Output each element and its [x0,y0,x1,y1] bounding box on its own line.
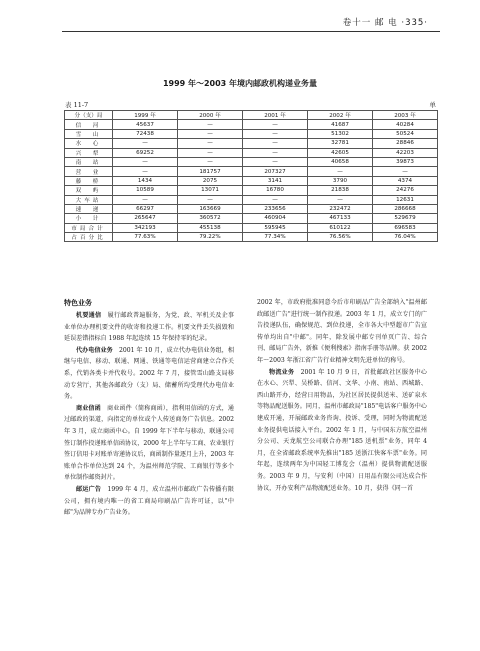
paragraph-keyword: 机要通信 [76,312,102,319]
body-paragraph [64,484,234,519]
value-cell: — [243,120,308,129]
table-row [65,157,438,166]
value-cell: — [113,167,178,176]
paragraph-text: 履行邮政普遍服务，为党、政、军机关及企事业单位办理机要文件的收寄和投递工作。机要文件丢失损毁和延误差错指标自 1988 年起连续 15 年保持零的纪录。 [64,312,235,343]
table-row [65,176,438,185]
right-paragraphs [257,297,427,494]
column-header: 2001 年 [243,111,308,120]
value-cell: — [243,148,308,157]
value-cell: 51302 [308,129,373,138]
value-cell: — [178,129,243,138]
paragraph-text: 2002 年，市政府批准同意今后市印刷品广告全部纳入"温州邮政邮送广告"进行统一制作投递。2003 年 1 月，成立专门的广告投递队伍，确保规范、到位投递，全市各大中型超市广告宣传单均出自"中邮"。同年，除发展中邮专刊单页广告、综合刊、邮局广告外，新推《便利搜索》指南手册等品牌。获 2002 年～2003 年浙江省广告行业精神文明先进单位的称号。 [257,299,427,364]
column-header: 2002 年 [308,111,373,120]
value-cell: 342193 [113,223,178,232]
body-paragraph [257,367,427,495]
value-cell: 1434 [113,176,178,185]
row-label-cell: 速 递 [65,204,113,213]
row-label-cell: 营 业 [65,167,113,176]
table-row [65,223,438,232]
value-cell: — [243,157,308,166]
row-label-cell: 双 屿 [65,186,113,195]
paragraph-text: 2001 年 10 月 9 日，首批邮政社区服务中心在水心、兴犁、吴桥路、信河、文华、小南、南站、西城路、西山路开办，经营日用物品，为社区居民提供送米、送矿泉水等物品配送服务。同月，温州市邮政局"185"电话客户服务中心建成开通，开展邮政业务咨询、投诉、受理，同时为物流配送业务提供电话接入平台。2002 年 1 月，与中国东方航空温州分公司、天龙航空公司联合办理"185 送机票"业务，同年 4 月，在全省邮政系统率先推出"185 送浙江快客车票"业务。同年起，连续两年为中国轻工博览会（温州）提供物流配送服务。2003 年 9 月，与安利（中国）日用品有限公司达成合作协议，开办安利产品物流配送业务。10 月，获得《同一首 [257,368,427,492]
value-cell: — [113,139,178,148]
table-unit: 单 [429,101,436,109]
value-cell: — [243,129,308,138]
value-cell: 460904 [243,214,308,223]
value-cell: 12631 [373,195,438,204]
value-cell: 163669 [178,204,243,213]
row-label-cell: 水 心 [65,139,113,148]
value-cell: 10589 [113,186,178,195]
value-cell: 40284 [373,120,438,129]
value-cell: 3141 [243,176,308,185]
value-cell: 207327 [243,167,308,176]
body-paragraph [64,403,234,484]
table-row [65,195,438,204]
row-label-cell: 雪 山 [65,129,113,138]
table-row [65,204,438,213]
value-cell: 455138 [178,223,243,232]
value-cell: — [308,195,373,204]
value-cell: 595945 [243,223,308,232]
value-cell: 467133 [308,214,373,223]
paragraph-keyword: 代办电信业务 [76,346,113,354]
row-label-cell: 小 计 [65,214,113,223]
value-cell: 696583 [373,223,438,232]
row-label-cell: 藤 桥 [65,176,113,185]
table-title: 1999 年～2003 年境内邮政机构递业务量 [162,79,318,88]
value-cell: 265647 [113,214,178,223]
table-header-row [65,111,438,120]
paragraph-text: 2001 年 10 月，成立代办电信业务组，相继与电信、移动、联通、网通、铁通等电信运营商建立合作关系，代销各类卡并代收号。2002 年 7 月，接管雪山路支局移动专营厅，其他各邮政分（支）局、储蓄所均受理代办电信业务。 [64,346,235,401]
table-row [65,186,438,195]
value-cell: 28846 [373,139,438,148]
table-row [65,139,438,148]
value-cell: — [178,195,243,204]
section-heading: 特色业务 [64,299,92,307]
value-cell: 40658 [308,157,373,166]
value-cell: 41687 [308,120,373,129]
table-row [65,129,438,138]
column-header: 2000 年 [178,111,243,120]
value-cell: — [178,148,243,157]
paragraph-text: 1999 年 4 月，成立温州市邮政广告传播有限公司，拥有境内唯一的省工商局印刷品广告许可证，以"中邮"为品牌专办广告业务。 [64,485,235,517]
value-cell: 32781 [308,139,373,148]
paragraph-text: 商业函件（简称商函），指利用信函的方式，通过邮政的渠道，向指定的单位或个人传送商务广告信息。2002 年 3 月，成立商函中心。自 1999 年下半年与移动、联通公司签订制作投递账单信函协议，2000 年上半年与工商、农业银行签订信用卡对账单寄递协议后，商函制作量逐月上升，2003 年账单合作单位达到 24 个，为温州师范学院、工商银行等多个单位制作邮资封片。 [64,404,235,482]
row-label-cell: 市局合计 [65,223,113,232]
column-header: 分（支）局 [65,111,113,120]
table-label: 表 11-7 [65,101,89,109]
value-cell: 21838 [308,186,373,195]
value-cell: 4374 [373,176,438,185]
paragraph-keyword: 邮运广告 [76,485,102,493]
value-cell: 24276 [373,186,438,195]
table-row [65,167,438,176]
header-rule [62,31,440,32]
value-cell: 233656 [243,204,308,213]
value-cell: 181757 [178,167,243,176]
value-cell: — [243,195,308,204]
value-cell: — [308,167,373,176]
paragraph-keyword: 物流业务 [269,368,295,376]
running-header: 卷十一 邮 电 ·335· [342,18,428,28]
table-body [65,120,438,242]
value-cell: 79.22% [178,233,243,242]
value-cell: 69252 [113,148,178,157]
body-paragraph [64,310,234,345]
value-cell: 76.04% [373,233,438,242]
value-cell: — [113,195,178,204]
value-cell: 610122 [308,223,373,232]
table-row [65,148,438,157]
row-label-cell: 南 站 [65,157,113,166]
value-cell: 16780 [243,186,308,195]
value-cell: 286668 [373,204,438,213]
value-cell: — [178,139,243,148]
value-cell: 76.56% [308,233,373,242]
value-cell: 3790 [308,176,373,185]
value-cell: — [243,139,308,148]
value-cell: 66297 [113,204,178,213]
value-cell: 42605 [308,148,373,157]
table-row [65,120,438,129]
mail-volume-table [64,110,438,242]
table-row [65,233,438,242]
row-label-cell: 信 河 [65,120,113,129]
left-text-column [64,297,234,519]
value-cell: 45637 [113,120,178,129]
value-cell: 232472 [308,204,373,213]
value-cell: 39873 [373,157,438,166]
value-cell: 13071 [178,186,243,195]
value-cell: — [373,167,438,176]
paragraph-keyword: 商业信函 [76,404,101,412]
value-cell: — [113,157,178,166]
value-cell: 529679 [373,214,438,223]
table-row [65,214,438,223]
row-label-cell: 兴 犁 [65,148,113,157]
value-cell: 2075 [178,176,243,185]
row-label-cell: 大车站 [65,195,113,204]
value-cell: 77.63% [113,233,178,242]
value-cell: 72438 [113,129,178,138]
value-cell: — [178,120,243,129]
value-cell: 50524 [373,129,438,138]
value-cell: — [178,157,243,166]
right-text-column [257,297,427,494]
left-paragraphs [64,310,234,519]
value-cell: 77.34% [243,233,308,242]
column-header: 1999 年 [113,111,178,120]
body-paragraph [64,345,234,403]
value-cell: 42203 [373,148,438,157]
value-cell: 360572 [178,214,243,223]
column-header: 2003 年 [373,111,438,120]
row-label-cell: 占百分比 [65,233,113,242]
body-paragraph [257,297,427,367]
